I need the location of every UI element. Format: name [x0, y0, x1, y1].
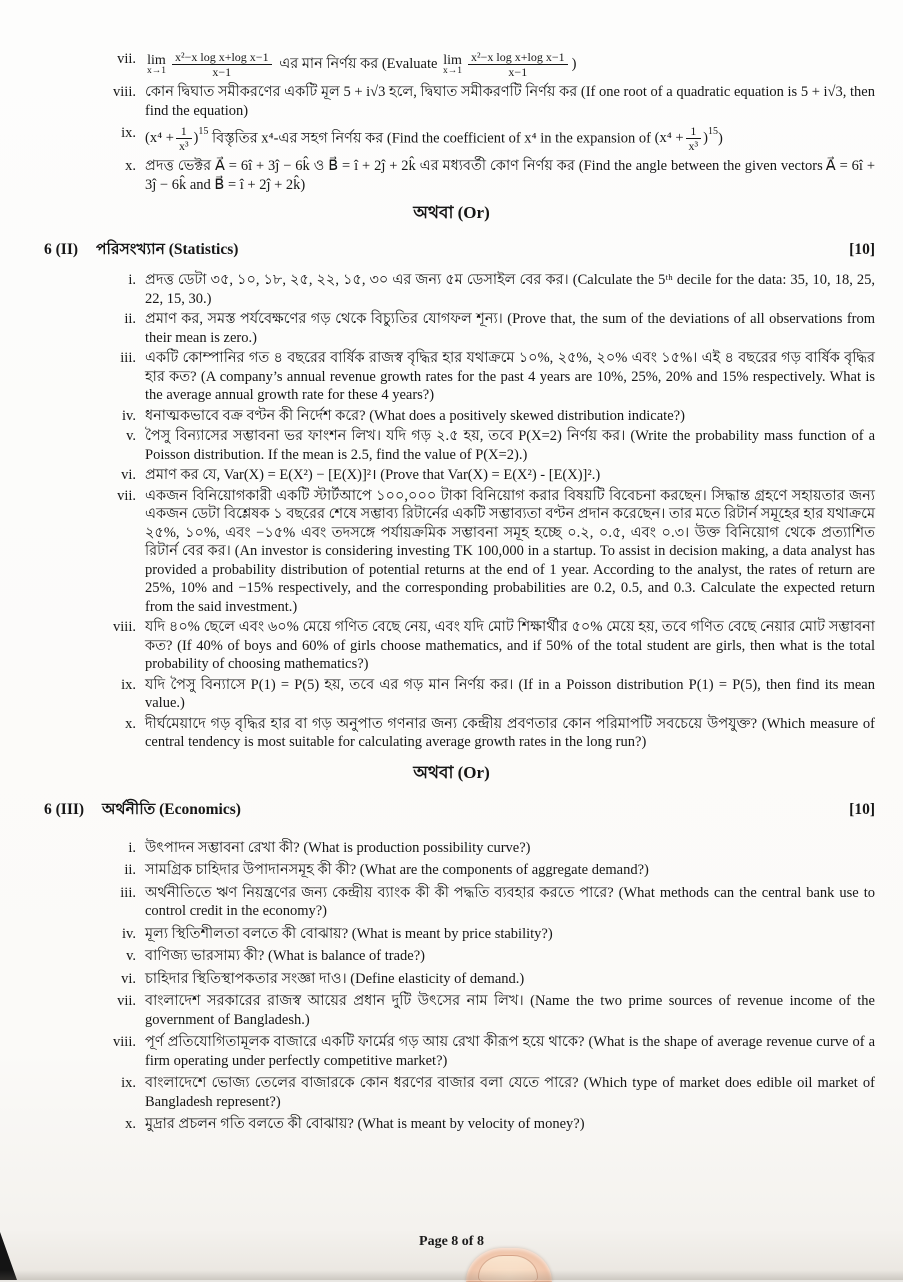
- economics-item: [100, 1074, 875, 1111]
- question-number: v.: [126, 948, 136, 964]
- lim-word: lim: [443, 52, 462, 68]
- question-text: ধনাত্মকভাবে বক্র বণ্টন কী নির্দেশ করে? (What does a positively skewed distribution indicate?): [145, 407, 685, 424]
- question-text: পৈসু বিন্যাসের সম্ভাবনা ভর ফাংশন লিখ। যদি গড় ২.৫ হয়, তবে P(X=2) নির্ণয় কর। (Write the probability mass function of a Poisson distribution. If the mean is 2.5, find the value of P(X=2).): [145, 428, 875, 463]
- lim-subscript: x→1: [443, 65, 463, 76]
- limit-expression: [147, 50, 274, 79]
- expr-close: ): [193, 130, 199, 147]
- question-text: প্রমাণ কর যে, Var(X) = E(X²) − [E(X)]²। (Prove that Var(X) = E(X²) - [E(X)]².): [145, 467, 601, 483]
- or-divider: অথবা (Or): [413, 203, 490, 222]
- economics-section-header: [44, 797, 875, 823]
- math-question-viii: [100, 83, 875, 120]
- question-text: মুদ্রার প্রচলন গতি বলতে কী বোঝায়? (What is meant by velocity of money?): [145, 1116, 585, 1132]
- question-number: vi.: [121, 970, 136, 987]
- question-number: i.: [128, 272, 136, 288]
- statistics-item: [100, 618, 875, 674]
- economics-item: [100, 839, 875, 858]
- fraction: [172, 50, 272, 79]
- statistics-item: [100, 676, 875, 713]
- statistics-item: [100, 715, 875, 752]
- economics-question-list: [100, 839, 875, 1134]
- question-mid-text: এর মান নির্ণয় কর (Evaluate: [279, 55, 438, 72]
- question-text: উৎপাদন সম্ভাবনা রেখা কী? (What is production possibility curve?): [145, 839, 531, 856]
- question-number: ii.: [124, 311, 136, 327]
- economics-item: [100, 1115, 875, 1134]
- question-number: ix.: [121, 1075, 136, 1091]
- statistics-item: [100, 271, 875, 308]
- statistics-question-list: [100, 271, 875, 752]
- question-text: বাণিজ্য ভারসাম্য কী? (What is balance of trade?): [145, 948, 425, 964]
- economics-item: [100, 1033, 875, 1070]
- page-footer: Page 8 of 8: [419, 1234, 484, 1249]
- fraction-numerator: 1: [176, 124, 192, 139]
- statistics-item: [100, 349, 875, 405]
- question-number: viii.: [113, 619, 136, 635]
- question-number: ix.: [121, 125, 136, 141]
- question-text: একটি কোম্পানির গত ৪ বছরের বার্ষিক রাজস্ব বৃদ্ধির হার যথাক্রমে ১০%, ২৫%, ২০% এবং ১৫%। এই ৪ বছরের গড় বার্ষিক বৃদ্ধির হার কত? (A company’s annual revenue growth rates for the past 4 years are 10%, 25%, 20% and 15% respectively. What is the average annual growth rate for these 4 years?): [145, 350, 875, 403]
- question-end-text: ): [571, 55, 577, 72]
- math-question-ix: [100, 124, 875, 153]
- question-number: x.: [125, 715, 136, 732]
- fraction-numerator: x²−x log x+log x−1: [468, 50, 568, 65]
- question-text: [145, 124, 875, 153]
- statistics-item: [100, 407, 875, 426]
- question-end-text: ): [718, 130, 723, 147]
- question-text: প্রদত্ত ভেক্টর A⃗ = 6î + 3ĵ − 6k̂ ও B⃗ = î + 2ĵ + 2k̂ এর মধ্যবর্তী কোণ নির্ণয় কর (Find the angle between the given vectors A⃗ = 6î + 3ĵ − 6k̂ and B⃗ = î + 2ĵ + 2k̂): [145, 158, 875, 193]
- statistics-section-header: [44, 237, 875, 263]
- question-text: বাংলাদেশ সরকারের রাজস্ব আয়ের প্রধান দুটি উৎসের নাম লিখ। (Name the two prime sources of revenue income of the government of Bangladesh.): [145, 993, 875, 1028]
- binomial-expression: (x⁴ + $\frac{1}{\text{x³}}$ ) $^{15}$: [145, 124, 209, 153]
- statistics-item: [100, 310, 875, 347]
- question-text: প্রমাণ কর, সমস্ত পর্যবেক্ষণের গড় থেকে বিচ্যুতির যোগফল শূন্য। (Prove that, the sum of the deviations of all observations from their mean is zero.): [145, 311, 875, 346]
- or-divider: অথবা (Or): [413, 762, 490, 782]
- question-text: যদি পৈসু বিন্যাসে P(1) = P(5) হয়, তবে এর গড় মান নির্ণয় কর। (If in a Poisson distribution P(1) = P(5), then find its mean value.): [145, 676, 875, 711]
- economics-item: [100, 925, 875, 944]
- expr-close: ): [703, 130, 708, 147]
- economics-item: [100, 947, 875, 966]
- question-text: [145, 50, 875, 79]
- question-number: iii.: [120, 884, 136, 901]
- lim-subscript: x→1: [147, 65, 166, 76]
- statistics-item: [100, 427, 875, 464]
- question-text: যদি ৪০% ছেলে এবং ৬০% মেয়ে গণিত বেছে নেয়, এবং যদি মোট শিক্ষার্থীর ৫০% মেয়ে হয়, তবে গণিত বেছে নেয়ার মোট সম্ভাবনা কত? (If 40% of boys and 60% of girls choose mathematics, and if 50% of the total student are girls, then what is the total probability of choosing mathematics?): [145, 619, 875, 672]
- question-text: একজন বিনিয়োগকারী একটি স্টার্টআপে ১০০,০০০ টাকা বিনিয়োগ করার বিষয়টি বিবেচনা করছেন। সিদ্ধান্ত গ্রহণে সহায়তার জন্য একজন ডেটা বিশ্লেষক ১ বছরের শেষে সম্ভাব্য রিটার্নের একটি সম্ভাব্যতা বণ্টন প্রদান করেছেন। তার মতে রিটার্ন সমূহের হার যথাক্রমে ২৫%, ১০%, এবং −১৫% এবং তদসঙ্গে পর্যায়ক্রমিক সম্ভাবনা সমূহ হচ্ছে ০.২, ০.৫, এবং ০.৩। উক্ত বিনিয়োগ থেকে প্রত্যাশিত রিটার্ন বের কর। (An investor is considering investing TK 100,000 in a startup. To assist in decision making, a data analyst has provided a probability distribution of potential returns at the end of 1 year. According to the analyst, the rates of return are 25%, 10% and −15% respectively, and the corresponding probabilities are 0.2, 0.5, and 0.3. Calculate the expected return from the said investment.): [145, 487, 875, 615]
- question-text: কোন দ্বিঘাত সমীকরণের একটি মূল 5 + i√3 হলে, দ্বিঘাত সমীকরণটি নির্ণয় কর (If one root of a quadratic equation is 5 + i√3, then find the equation): [145, 84, 875, 119]
- question-text: মূল্য স্থিতিশীলতা বলতে কী বোঝায়? (What is meant by price stability?): [145, 925, 553, 942]
- fraction: [686, 124, 702, 153]
- section-title: অর্থনীতি (Economics): [102, 800, 241, 818]
- fraction-numerator: 1: [686, 124, 702, 139]
- scan-bottom-shadow: [0, 1270, 903, 1280]
- binomial-expression-english: (x⁴ + $\frac{1}{\text{x³}}$ ) $^{15}$: [654, 124, 718, 153]
- economics-item: [100, 884, 875, 921]
- question-number: iv.: [122, 407, 136, 424]
- question-text: বাংলাদেশে ভোজ্য তেলের বাজারকে কোন ধরণের বাজার বলা যেতে পারে? (Which type of market does edible oil market of Bangladesh represent?): [145, 1075, 875, 1110]
- question-number: ii.: [124, 862, 136, 878]
- question-text: দীর্ঘমেয়াদে গড় বৃদ্ধির হার বা গড় অনুপাত গণনার জন্য কেন্দ্রীয় প্রবণতার কোন পরিমাপটি সবচেয়ে উপযুক্ত? (Which measure of central tendency is most suitable for calculating average growth rates in the long run?): [145, 715, 875, 750]
- economics-item: [100, 970, 875, 989]
- question-text: প্রদত্ত ডেটা ৩৫, ১০, ১৮, ২৫, ২২, ১৫, ৩০ এর জন্য ৫ম ডেসাইল বের কর। (Calculate the 5ᵗʰ decile for the data: 35, 10, 18, 25, 22, 15, 30.): [145, 272, 875, 307]
- question-number: iv.: [122, 925, 136, 942]
- fraction-numerator: x²−x log x+log x−1: [172, 50, 272, 65]
- question-number: viii.: [113, 84, 136, 100]
- question-text: পূর্ণ প্রতিযোগিতামূলক বাজারে একটি ফার্মের গড় আয় রেখা কীরূপ হয়ে থাকে? (What is the shape of average revenue curve of a firm operating under perfectly competitive market?): [145, 1034, 875, 1069]
- lim-word: lim: [147, 52, 166, 68]
- section-title: পরিসংখ্যান (Statistics): [96, 241, 239, 258]
- statistics-item: [100, 466, 875, 485]
- question-number: viii.: [113, 1034, 136, 1050]
- question-number: vii.: [117, 993, 136, 1009]
- fraction: [468, 50, 568, 79]
- fraction-denominator: x−1: [508, 65, 528, 79]
- section-number: 6 (III): [44, 800, 85, 818]
- section-marks-badge: [10]: [849, 241, 875, 258]
- question-text: চাহিদার স্থিতিস্থাপকতার সংজ্ঞা দাও। (Define elasticity of demand.): [145, 970, 525, 987]
- section-number: 6 (II): [44, 241, 79, 258]
- fraction: [176, 124, 192, 153]
- limit-operator: [147, 54, 166, 76]
- question-number: vi.: [121, 467, 136, 483]
- question-number: iii.: [120, 350, 136, 366]
- question-number: x.: [125, 1116, 136, 1132]
- fraction-denominator: x³: [178, 139, 189, 153]
- math-question-x: [100, 157, 875, 194]
- economics-item: [100, 861, 875, 880]
- question-text: সামগ্রিক চাহিদার উপাদানসমূহ কী কী? (What are the components of aggregate demand?): [145, 862, 649, 878]
- math-question-block: [0, 0, 903, 194]
- question-number: vii.: [117, 51, 136, 67]
- question-number: i.: [128, 839, 136, 856]
- question-number: v.: [126, 428, 136, 444]
- limit-operator: [443, 54, 462, 76]
- math-question-vii: [100, 50, 875, 79]
- question-mid-text: বিস্তৃতির x⁴-এর সহগ নির্ণয় কর (Find the coefficient of x⁴ in the expansion of: [212, 130, 651, 147]
- statistics-item: [100, 487, 875, 617]
- limit-expression-english: [443, 50, 570, 79]
- fraction-denominator: x³: [688, 139, 699, 153]
- question-number: ix.: [121, 676, 136, 693]
- expr-open: (x⁴ +: [654, 130, 684, 147]
- fraction-denominator: x−1: [212, 65, 232, 79]
- question-number: x.: [125, 158, 136, 174]
- question-number: vii.: [117, 487, 136, 504]
- question-text: অর্থনীতিতে ঋণ নিয়ন্ত্রণের জন্য কেন্দ্রীয় ব্যাংক কী কী পদ্ধতি ব্যবহার করতে পারে? (What methods can the central bank use to control credit in the economy?): [145, 884, 875, 919]
- economics-item: [100, 992, 875, 1029]
- expr-open: (x⁴ +: [145, 130, 174, 147]
- section-marks-badge: [10]: [849, 800, 875, 818]
